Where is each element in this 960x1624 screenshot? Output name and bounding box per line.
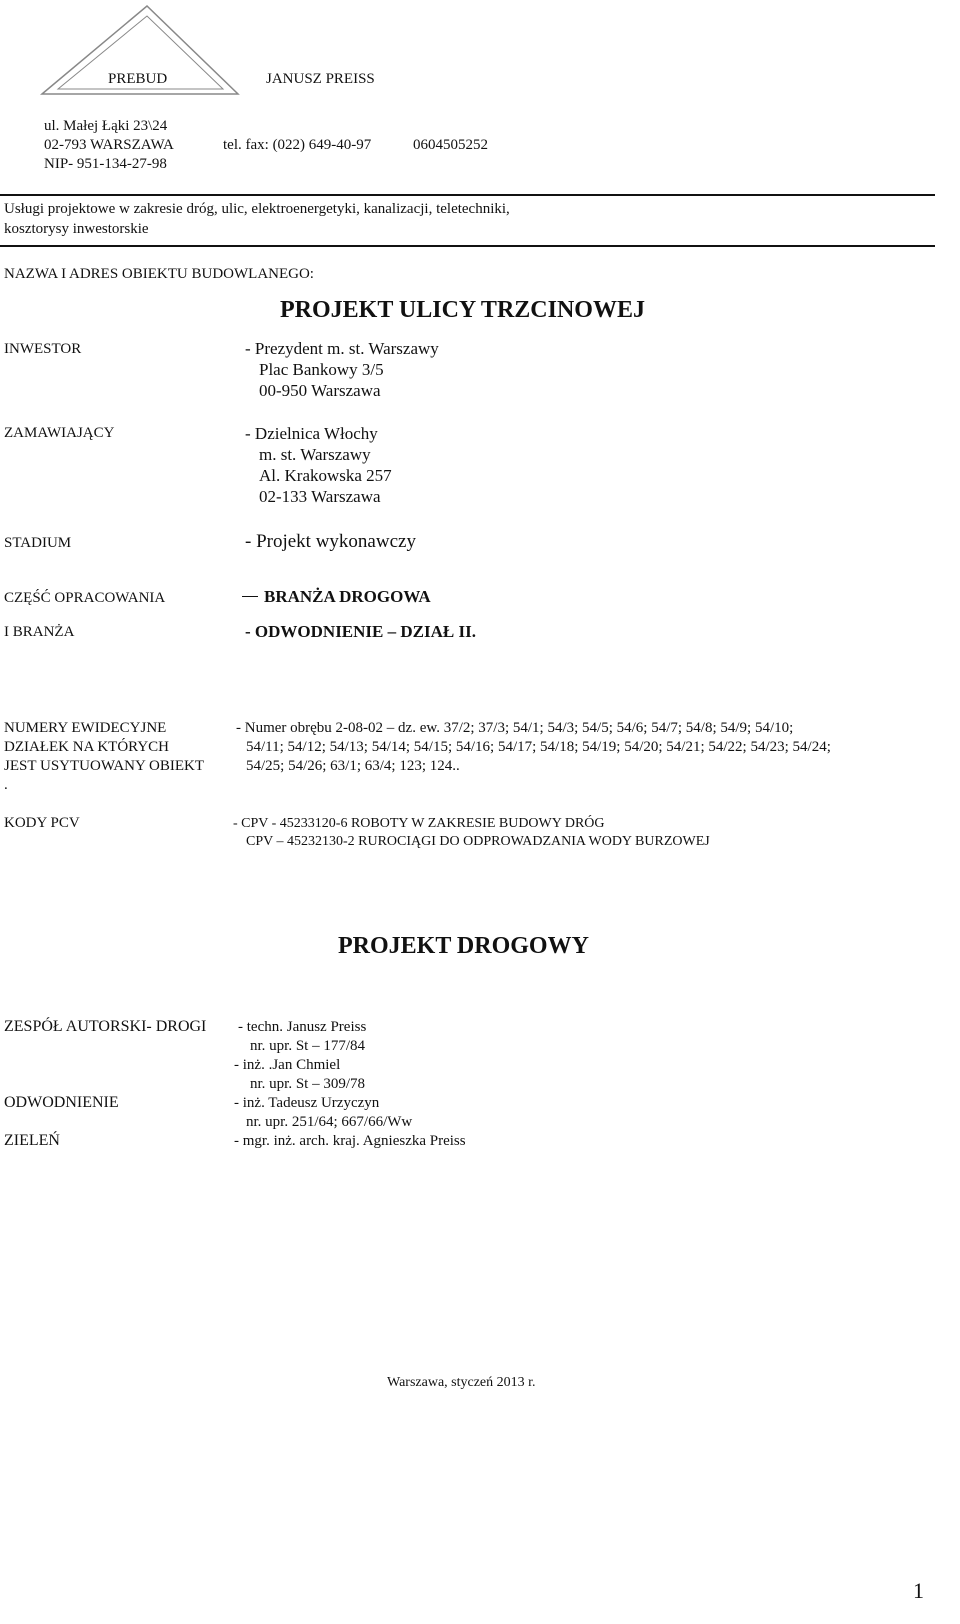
orderer-line: - Dzielnica Włochy — [245, 424, 378, 443]
team-label-drainage: ODWODNIENIE — [4, 1094, 119, 1111]
investor-label: INWESTOR — [4, 341, 82, 357]
cpv-line: CPV – 45232130-2 RUROCIĄGI DO ODPROWADZANIA WODY BURZOWEJ — [246, 834, 710, 849]
investor-line: 00-950 Warszawa — [259, 381, 381, 400]
part-dash — [242, 596, 258, 597]
team-member-line: - mgr. inż. arch. kraj. Agnieszka Preiss — [234, 1133, 466, 1149]
document-date: Warszawa, styczeń 2013 r. — [387, 1375, 536, 1390]
team-member-line: nr. upr. St – 177/84 — [250, 1038, 366, 1054]
parcels-line: 54/11; 54/12; 54/13; 54/14; 54/15; 54/16; 54/17; 54/18; 54/19; 54/20; 54/21; 54/22; 54/23; 54/24; — [246, 739, 831, 755]
team-member-line: nr. upr. 251/64; 667/66/Ww — [246, 1114, 413, 1130]
parcels-label: NUMERY EWIDECYJNE — [4, 720, 167, 736]
parcels-label: JEST USYTUOWANY OBIEKT — [4, 758, 204, 774]
parcels-label: . — [4, 777, 8, 793]
team-member-line: nr. upr. St – 309/78 — [250, 1076, 366, 1092]
parcels-label: DZIAŁEK NA KTÓRYCH — [4, 739, 169, 755]
company-name-owner: JANUSZ PREISS — [266, 71, 375, 87]
services-line-1: Usługi projektowe w zakresie dróg, ulic, elektroenergetyki, kanalizacji, teletechniki, — [4, 201, 510, 217]
orderer-line: 02-133 Warszawa — [259, 487, 381, 506]
team-member-line: - inż. Tadeusz Urzyczyn — [234, 1095, 380, 1111]
parcels-line: 54/25; 54/26; 63/1; 63/4; 123; 124.. — [246, 758, 460, 774]
team-label-roads: ZESPÓŁ AUTORSKI- DROGI — [4, 1018, 207, 1035]
stage-label: STADIUM — [4, 535, 72, 551]
cpv-label: KODY PCV — [4, 815, 80, 831]
part-label-branch: I BRANŻA — [4, 624, 75, 640]
company-address-street: ul. Małej Łąki 23\24 — [44, 118, 168, 134]
part-value-drainage: - ODWODNIENIE – DZIAŁ II. — [245, 622, 476, 641]
orderer-line: Al. Krakowska 257 — [259, 466, 392, 485]
part-label: CZĘŚĆ OPRACOWANIA — [4, 590, 166, 606]
team-label-green: ZIELEŃ — [4, 1132, 60, 1149]
company-nip: NIP- 951-134-27-98 — [44, 156, 167, 172]
investor-line: - Prezydent m. st. Warszawy — [245, 339, 439, 358]
header-divider-top — [0, 194, 935, 196]
page-number: 1 — [913, 1578, 924, 1603]
header-divider-bottom — [0, 245, 935, 247]
project-heading: PROJEKT DROGOWY — [338, 933, 589, 959]
stage-value: - Projekt wykonawczy — [245, 531, 416, 552]
cpv-line: - CPV - 45233120-6 ROBOTY W ZAKRESIE BUDOWY DRÓG — [233, 816, 605, 831]
company-address-city: 02-793 WARSZAWA — [44, 137, 174, 153]
company-name-prebud: PREBUD — [108, 71, 168, 87]
services-line-2: kosztorysy inwestorskie — [4, 221, 149, 237]
orderer-line: m. st. Warszawy — [259, 445, 371, 464]
parcels-line: - Numer obrębu 2-08-02 – dz. ew. 37/2; 37/3; 54/1; 54/3; 54/5; 54/6; 54/7; 54/8; 54/9; 54/10; — [236, 720, 794, 736]
team-member-line: - techn. Janusz Preiss — [238, 1019, 367, 1035]
investor-line: Plac Bankowy 3/5 — [259, 360, 384, 379]
object-label: NAZWA I ADRES OBIEKTU BUDOWLANEGO: — [4, 266, 314, 282]
part-value-branch: BRANŻA DROGOWA — [264, 587, 431, 606]
orderer-label: ZAMAWIAJĄCY — [4, 425, 115, 441]
team-member-line: - inż. .Jan Chmiel — [234, 1057, 341, 1073]
company-mobile: 0604505252 — [413, 137, 488, 153]
object-title: PROJEKT ULICY TRZCINOWEJ — [280, 297, 645, 323]
company-phone: tel. fax: (022) 649-40-97 — [223, 137, 372, 153]
